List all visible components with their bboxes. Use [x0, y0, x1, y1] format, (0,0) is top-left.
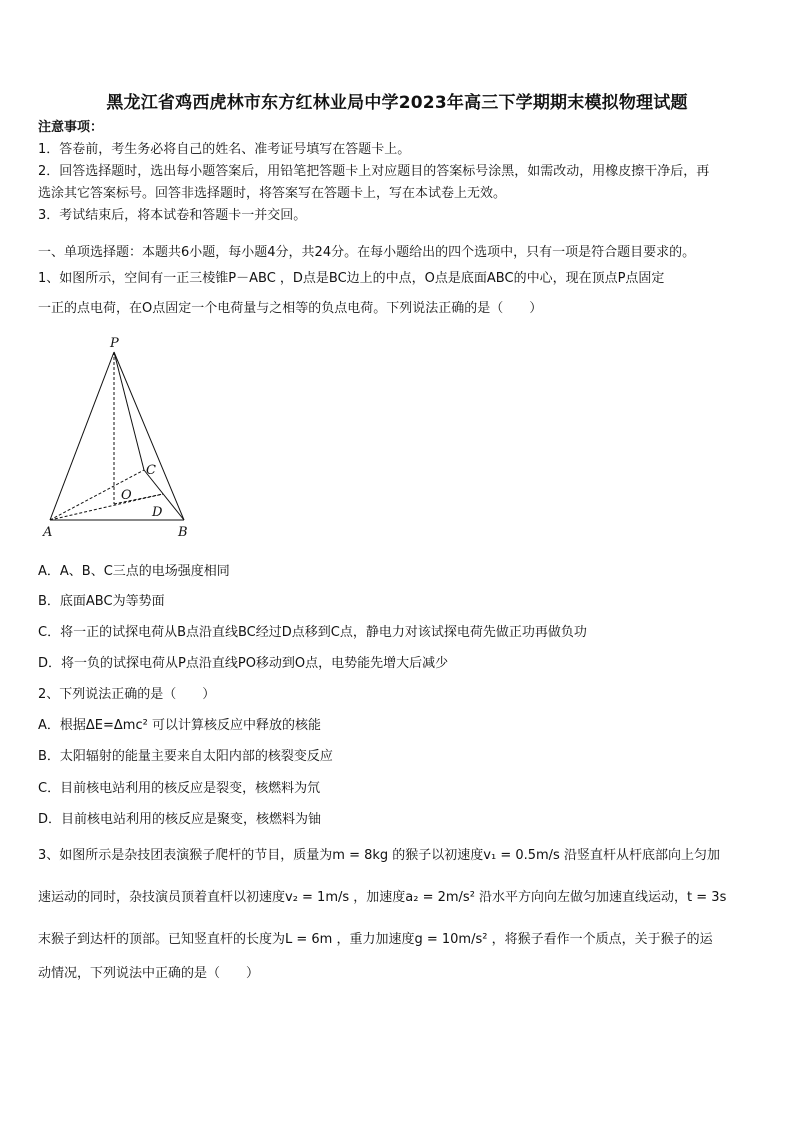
page-title: 黑龙江省鸡西虎林市东方红林业局中学2023年高三下学期期末模拟物理试题	[106, 93, 688, 113]
vertex-label-b: B	[178, 525, 188, 540]
question-1-stem: 一正的点电荷，在O点固定一个电荷量与之相等的负点电荷。下列说法正确的是（ ）	[38, 301, 543, 316]
question-1-stem: 1、如图所示，空间有一正三棱锥P－ABC ，D点是BC边上的中点，O点是底面ABC的中心，现在顶点P点固定	[38, 271, 665, 286]
question-1-option-d: D．将一负的试探电荷从P点沿直线PO移动到O点，电势能先增大后减少	[38, 656, 449, 671]
question-2-option-a: A．根据ΔE=Δmc² 可以计算核反应中释放的核能	[38, 718, 321, 733]
question-1-option-c: C．将一正的试探电荷从B点沿直线BC经过D点移到C点，静电力对该试探电荷先做正功再做负功	[38, 625, 587, 640]
question-3-stem: 动情况，下列说法中正确的是（ ）	[38, 966, 260, 981]
point-label-d: D	[152, 505, 163, 520]
vertex-label-a: A	[43, 525, 53, 540]
notice-line: 3．考试结束后，将本试卷和答题卡一并交回。	[38, 208, 307, 223]
section-heading: 一、单项选择题：本题共6小题，每小题4分，共24分。在每小题给出的四个选项中，只有一项是符合题目要求的。	[38, 245, 696, 260]
vertex-label-c: C	[146, 463, 156, 478]
question-1-option-b: B．底面ABC为等势面	[38, 594, 165, 609]
notice-line: 2．回答选择题时，选出每小题答案后，用铅笔把答题卡上对应题目的答案标号涂黑，如需改动，用橡皮擦干净后，再	[38, 164, 710, 179]
notice-line: 选涂其它答案标号。回答非选择题时，将答案写在答题卡上，写在本试卷上无效。	[38, 186, 507, 201]
question-2-option-d: D．目前核电站利用的核反应是聚变，核燃料为铀	[38, 812, 322, 827]
question-2-stem: 2、下列说法正确的是（ ）	[38, 687, 216, 702]
notice-line: 1．答卷前，考生务必将自己的姓名、准考证号填写在答题卡上。	[38, 142, 411, 157]
question-3-stem: 3、如图所示是杂技团表演猴子爬杆的节目，质量为m = 8kg 的猴子以初速度v₁ = 0.5m/s 沿竖直杆从杆底部向上匀加	[38, 848, 720, 863]
question-3-stem: 速运动的同时，杂技演员顶着直杆以初速度v₂ = 1m/s ，加速度a₂ = 2m/s² 沿水平方向向左做匀加速直线运动，t = 3s	[38, 890, 727, 905]
question-2-option-c: C．目前核电站利用的核反应是裂变，核燃料为氘	[38, 781, 321, 796]
question-2-option-b: B．太阳辐射的能量主要来自太阳内部的核裂变反应	[38, 749, 333, 764]
question-3-stem: 末猴子到达杆的顶部。已知竖直杆的长度为L = 6m ，重力加速度g = 10m/s² ，将猴子看作一个质点，关于猴子的运	[38, 932, 713, 947]
question-1-option-a: A．A、B、C三点的电场强度相同	[38, 564, 230, 579]
vertex-label-p: P	[110, 336, 119, 351]
pyramid-figure	[38, 332, 198, 544]
point-label-o: O	[121, 488, 132, 503]
notice-heading: 注意事项：	[38, 120, 104, 135]
